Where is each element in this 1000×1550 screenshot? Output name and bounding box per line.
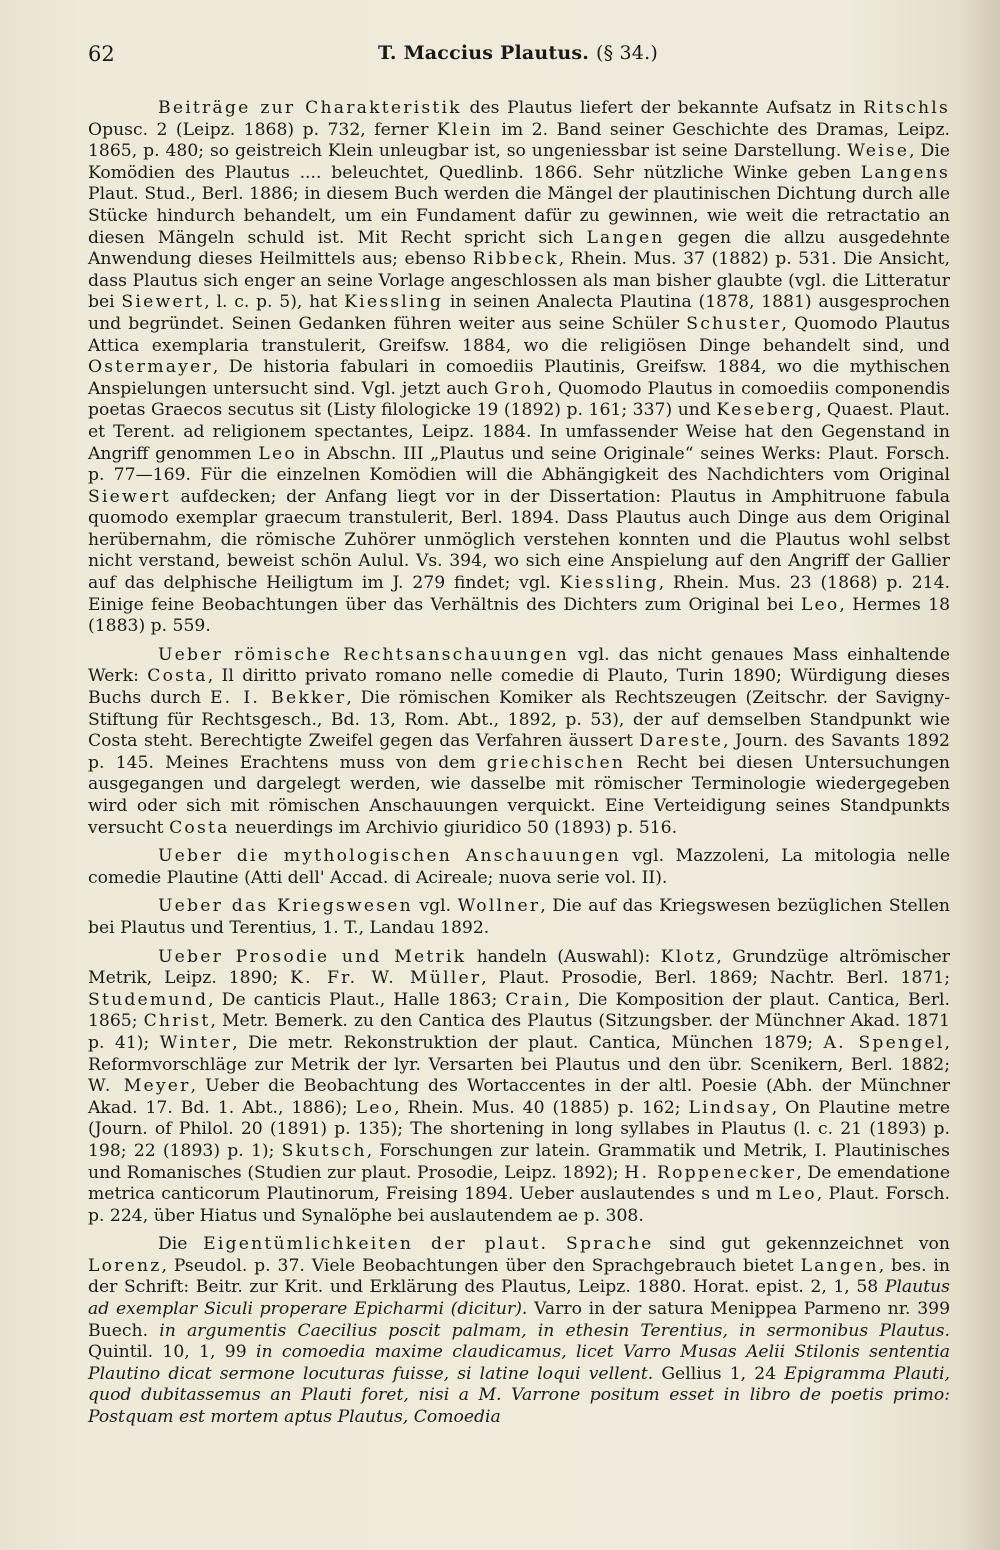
text-run: , Metr. Bemerk. zu den Cantica des Plautus (Sitzungsber. der Münchner Akad. 1871 p. 41); xyxy=(88,1011,950,1053)
text-run: Die xyxy=(158,1234,204,1255)
spaced-emphasis: A. Spengel xyxy=(823,1032,945,1053)
spaced-emphasis: Studemund xyxy=(88,989,209,1010)
spaced-emphasis: E. I. Bekker xyxy=(209,688,347,709)
spaced-emphasis: Leo xyxy=(800,594,840,615)
text-run: in seinen Analecta Plautina (1878, 1881) ausgesprochen und begründet. Seinen Gedanken führen weiter aus seine Schüler xyxy=(88,292,950,334)
text-run: Recht bei diesen Untersuchungen ausgegangen und dargelegt werden, wie dasselbe mit römischer Terminologie wiedergegeben wird oder sich mit römischen Anschauungen verquickt. Eine Verteidigung seines Standpunkts versucht xyxy=(88,752,951,838)
text-run: , Rhein. Mus. 40 (1885) p. 162; xyxy=(394,1097,689,1118)
spaced-emphasis: Keseberg xyxy=(716,400,816,421)
text-run: vgl. xyxy=(412,896,458,917)
italic-quotation: in argumentis Caecilius poscit palmam, in ethesin Terentius, in sermonibus Plautus. xyxy=(159,1320,950,1341)
spaced-emphasis: Kiessling xyxy=(344,292,444,313)
text-run: , De emendatione metrica canticorum Plautinorum, Freising 1894. Ueber auslautendes s und m xyxy=(88,1162,950,1205)
spaced-emphasis: Langens xyxy=(860,162,950,183)
italic-quotation: in comoedia maxime claudicamus, licet Varro Musas Aelii Stilonis sententia Plautino dicat sermone locuturas fuisse, si latine loqui vellent. xyxy=(88,1342,950,1384)
spaced-emphasis: Beiträge zur Charakteristik xyxy=(158,98,462,118)
spaced-emphasis: Ueber das Kriegswesen xyxy=(158,896,413,917)
text-run: , Rhein. Mus. 37 (1882) p. 531. Die Ansicht, dass Plautus sich enger an seine Vorlage angeschlossen als man bisher glaubte (vgl. die Litteratur bei xyxy=(88,249,951,313)
spaced-emphasis: Costa xyxy=(169,817,230,838)
spaced-emphasis: Weise xyxy=(847,141,910,162)
spaced-emphasis: W. Meyer xyxy=(88,1076,191,1097)
text-run: Quintil. 10, 1, 99 xyxy=(88,1342,256,1363)
text-run: , De historia fabulari in comoediis Plautinis, Greifsw. 1884, wo die mythischen Anspielungen untersucht sind. Vgl. jetzt auch xyxy=(88,357,950,399)
running-title-text: T. Maccius Plautus. xyxy=(378,42,590,64)
running-title xyxy=(88,42,948,64)
spaced-emphasis: Langen xyxy=(800,1255,879,1276)
paragraph xyxy=(88,947,950,1228)
spaced-emphasis: Lorenz xyxy=(88,1255,162,1276)
spaced-emphasis: H. Roppenecker xyxy=(624,1162,797,1183)
text-run: Plaut. Stud., Berl. 1886; in diesem Buch werden die Mängel der plautinischen Dichtung durch alle Stücke hindurch behandelt, um ein Fundament dafür zu gewinnen, wie weit die retractatio an diesen Mängeln schuld ist. Mit Recht spricht sich xyxy=(88,184,950,248)
text-run: , Die Komödien des Plautus .... beleuchtet, Quedlinb. 1866. Sehr nützliche Winke geben xyxy=(88,141,950,183)
spaced-emphasis: Kiessling xyxy=(559,573,659,594)
text-run: , Die metr. Rekonstruktion der plaut. Cantica, München 1879; xyxy=(232,1032,824,1053)
text-run: , Hermes 18 (1883) p. 559. xyxy=(88,594,950,637)
section-reference: (§ 34.) xyxy=(595,42,658,64)
text-run: , Die auf das Kriegswesen bezüglichen Stellen bei Plautus und Terentius, 1. T., Landau 1892. xyxy=(88,896,950,938)
spaced-emphasis: Ueber Prosodie und Metrik xyxy=(158,946,467,967)
italic-quotation: Plautus ad exemplar Siculi properare Epicharmi (dicitur) xyxy=(88,1277,950,1320)
text-run: , Plaut. Forsch. p. 224, über Hiatus und Synalöphe bei auslautendem ae p. 308. xyxy=(88,1184,950,1226)
paragraph xyxy=(88,896,950,939)
text-run: des Plautus liefert der bekannte Aufsatz in xyxy=(461,98,864,118)
paragraph xyxy=(88,98,950,638)
spaced-emphasis: Wollner xyxy=(457,896,541,917)
text-run: , On Plautine metre (Journ. of Philol. 20 (1891) p. 135); The shortening in long syllabes in Plautus (l. c. 21 (1893) p. 198; 22 (1893) p. 1); xyxy=(88,1097,950,1161)
spaced-emphasis: Klein xyxy=(436,119,493,140)
spaced-emphasis: Siewert xyxy=(121,292,205,313)
text-run: im 2. Band seiner Geschichte des Dramas, Leipz. 1865, p. 480; so geistreich Klein unleugbar ist, so ungeniessbar ist seine Darstellung. xyxy=(88,119,951,162)
text-run: , Plaut. Prosodie, Berl. 1869; Nachtr. Berl. 1871; xyxy=(481,968,950,989)
spaced-emphasis: Schuster xyxy=(686,313,782,334)
text-run: , bes. in der Schrift: Beitr. zur Krit. und Erklärung des Plautus, Leipz. 1880. Horat. epist. 2, 1, 58 xyxy=(88,1255,950,1298)
text-run: vgl. Mazzoleni, La mitologia nelle comedie Plautine (Atti dell' Accad. di Acireale; nuova serie vol. II). xyxy=(88,846,951,888)
text-run: Gellius 1, 24 xyxy=(653,1363,785,1384)
text-run: , Reformvorschläge zur Metrik der lyr. Versarten bei Plautus und den übr. Scenikern, Berl. 1882; xyxy=(88,1032,951,1075)
spaced-emphasis: Siewert xyxy=(88,486,171,507)
spaced-emphasis: Groh xyxy=(494,378,547,399)
body-text xyxy=(88,98,950,1436)
text-run: handeln (Auswahl): xyxy=(466,946,661,967)
text-run: , Quomodo Plautus in comoediis componendis poetas Graecos secutus sit (Listy filologicke 19 (1892) p. 161; 337) und xyxy=(88,378,951,421)
text-run: neuerdings im Archivio giuridico 50 (1893) p. 516. xyxy=(229,817,678,838)
spaced-emphasis: K. Fr. W. Müller xyxy=(290,968,482,989)
text-run: , Quaest. Plaut. et Terent. ad religionem spectantes, Leipz. 1884. In umfassender Weise hat den Gegenstand in Angriff genommen xyxy=(88,400,950,464)
spaced-emphasis: Langen xyxy=(586,227,665,248)
spaced-emphasis: Leo xyxy=(258,443,297,464)
text-run: , Journ. des Savants 1892 p. 145. Meines Erachtens muss von dem xyxy=(88,731,950,773)
text-run: , Die römischen Komiker als Rechtszeugen (Zeitschr. der Savigny-Stiftung für Rechtsgesch., Bd. 13, Rom. Abt., 1892, p. 53), der auf demselben Standpunkt wie Costa steht. Berechtigte Zweifel gegen das Verfahren äussert xyxy=(88,688,951,752)
spaced-emphasis: Leo xyxy=(355,1097,395,1118)
text-run: in Abschn. III „Plautus und seine Originale“ seines Werks: Plaut. Forsch. p. 77—169. Für die einzelnen Komödien will die Abhängigkeit des Nachdichters vom Original xyxy=(88,443,950,486)
text-run: sind gut gekennzeichnet von xyxy=(653,1234,950,1255)
text-run: vgl. das nicht genaues Mass einhaltende Werk: xyxy=(88,644,951,687)
spaced-emphasis: Costa xyxy=(147,666,208,687)
spaced-emphasis: Skutsch xyxy=(281,1140,367,1161)
spaced-emphasis: Christ xyxy=(143,1011,211,1032)
spaced-emphasis: Klotz xyxy=(660,946,717,967)
spaced-emphasis: Eigentümlichkeiten der plaut. Sprache xyxy=(203,1234,654,1255)
text-run: , Ueber die Beobachtung des Wortaccentes in der altl. Poesie (Abh. der Münchner Akad. 17. Bd. 1. Abt., 1886); xyxy=(88,1076,950,1118)
spaced-emphasis: Ueber römische Rechtsanschauungen xyxy=(158,644,569,665)
spaced-emphasis: Dareste xyxy=(639,731,724,752)
paragraph xyxy=(88,645,950,839)
text-run: , l. c. p. 5), hat xyxy=(204,292,345,313)
text-run: , Die Komposition der plaut. Cantica, Berl. 1865; xyxy=(88,989,950,1032)
text-run: gegen die allzu ausgedehnte Anwendung dieses Heilmittels aus; ebenso xyxy=(88,227,950,270)
text-run: , Il diritto privato romano nelle comedie di Plauto, Turin 1890; Würdigung dieses Buchs durch xyxy=(88,666,951,709)
spaced-emphasis: Leo xyxy=(778,1184,817,1205)
text-run: Opusc. 2 (Leipz. 1868) p. 732, ferner xyxy=(88,119,437,140)
spaced-emphasis: Ritschls xyxy=(863,98,950,118)
spaced-emphasis: Ueber die mythologischen Anschauungen xyxy=(158,846,621,867)
spaced-emphasis: Winter xyxy=(159,1032,233,1053)
spaced-emphasis: Lindsay xyxy=(688,1097,772,1118)
paragraph xyxy=(88,1234,950,1428)
spaced-emphasis: Ostermayer xyxy=(88,357,213,378)
spaced-emphasis: Crain xyxy=(505,989,565,1010)
text-run: aufdecken; der Anfang liegt vor in der Dissertation: Plautus in Amphitruone fabula quomodo exemplar graecum transtulerit, Berl. 1894. Dass Plautus auch Dinge aus dem Original herübernahm, die römische Zuhörer unmöglich verstehen konnten und die Plautus wohl selbst nicht verstand, beweist schön Aulul. Vs. 394, wo sich eine Anspielung auf den Angriff der Gallier auf das delphische Heiligtum im J. 279 findet; vgl. xyxy=(88,486,950,594)
text-run: , De canticis Plaut., Halle 1863; xyxy=(208,989,506,1010)
text-run: , Quomodo Plautus Attica exemplaria transtulerit, Greifsw. 1884, wo die religiösen Dinge behandelt sind, und xyxy=(88,313,950,356)
text-run: , Rhein. Mus. 23 (1868) p. 214. Einige feine Beobachtungen über das Verhältnis des Dichters zum Original bei xyxy=(88,573,950,615)
spaced-emphasis: griechischen xyxy=(486,752,626,773)
text-run: , Grundzüge altrömischer Metrik, Leipz. 1890; xyxy=(88,946,950,989)
text-run: , Pseudol. p. 37. Viele Beobachtungen über den Sprachgebrauch bietet xyxy=(161,1255,801,1276)
spaced-emphasis: Ribbeck xyxy=(472,249,559,270)
text-run: , Forschungen zur latein. Grammatik und Metrik, I. Plautinisches und Romanisches (Studien zur plaut. Prosodie, Leipz. 1892); xyxy=(88,1140,950,1183)
text-run: . Varro in der satura Menippea Parmeno nr. 399 Buech. xyxy=(88,1299,951,1341)
italic-quotation: Epigramma Plauti, quod dubitassemus an Plauti foret, nisi a M. Varrone positum esset in libro de poetis primo: Postquam est mortem aptus Plautus, Comoedia xyxy=(88,1363,950,1428)
page-number: 62 xyxy=(88,42,115,66)
page-header xyxy=(88,42,948,76)
paragraph xyxy=(88,846,950,889)
